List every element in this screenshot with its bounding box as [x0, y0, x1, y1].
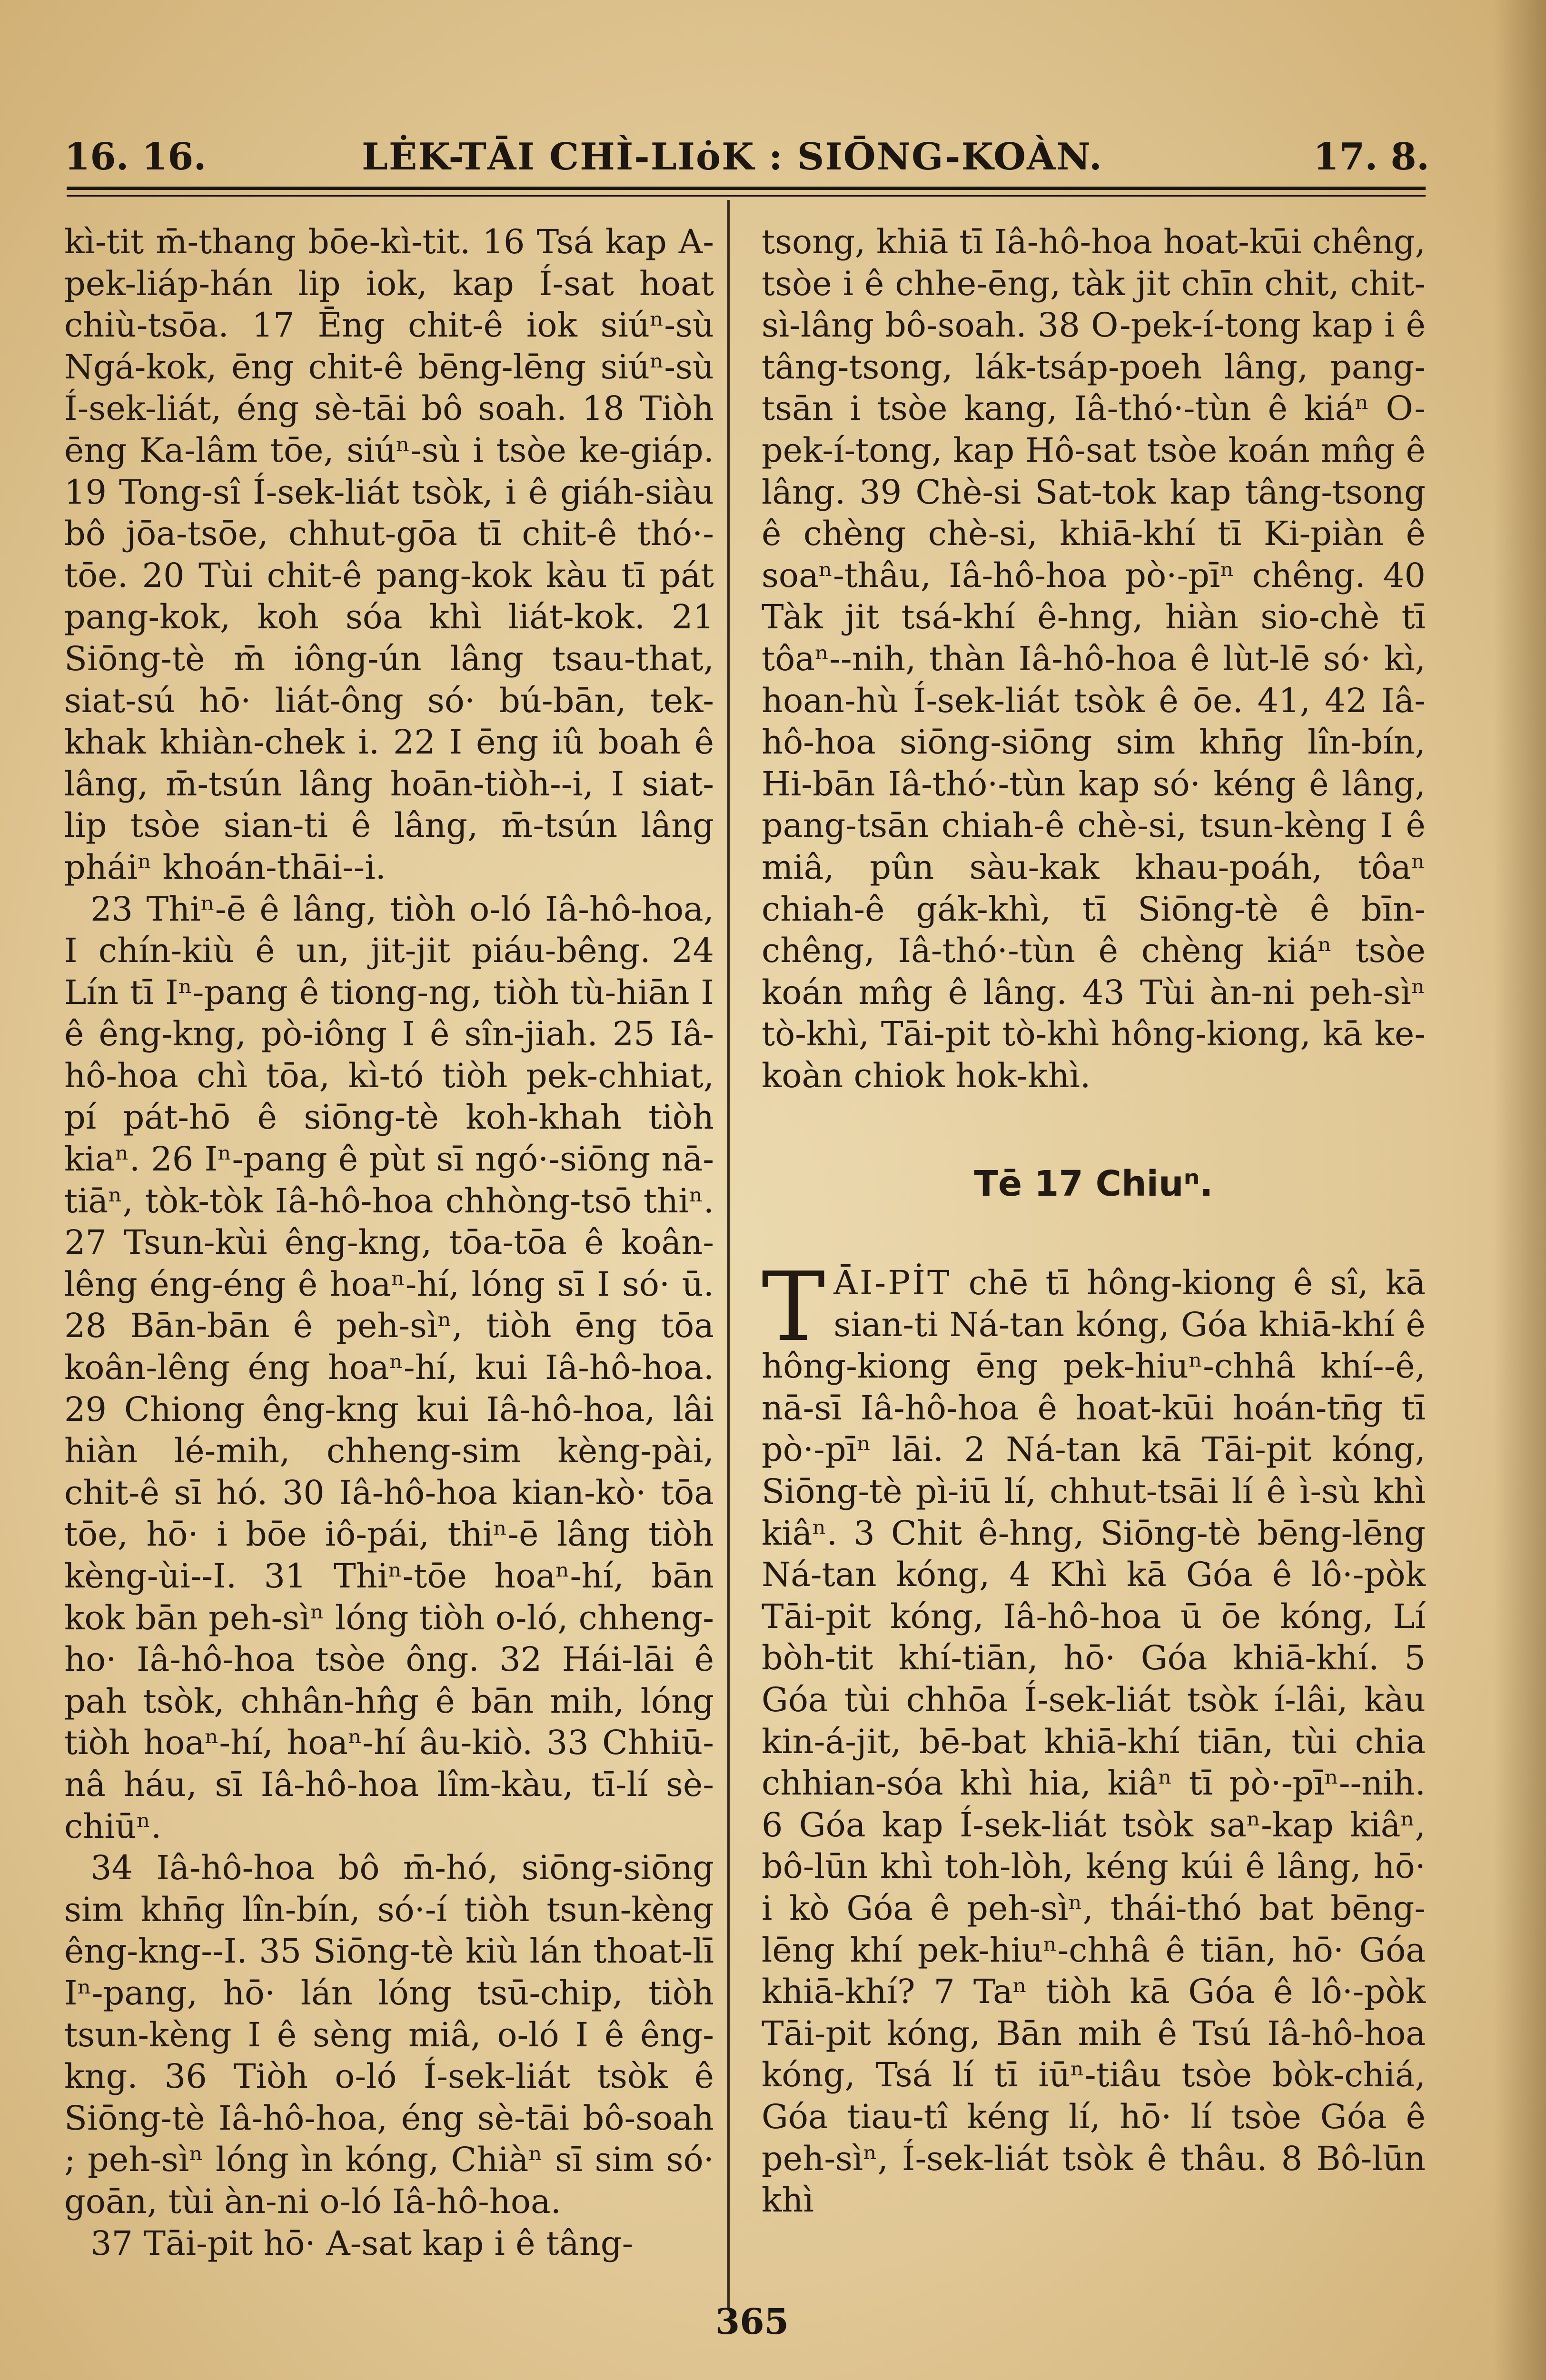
header-rule-thin [67, 195, 1426, 197]
column-divider [727, 200, 730, 2309]
left-paragraph-2: 23 Thiⁿ-ē ê lâng, tiòh o-ló Iâ-hô-hoa, I chín-kiù ê un, jit-jit piáu-bêng. 24 Lín tī Iⁿ-pang ê tiong-ng, tiòh tù-hiān I ê êng-kng, pò-iông I ê sîn-jiah. 25 Iâ-hô-hoa chì tōa, kì-tó tiòh pek-chhiat, pí pát-hō ê siōng-tè koh-khah tiòh kiaⁿ. 26 Iⁿ-pang ê pùt sī ngó·-siōng nā-tiāⁿ, tòk-tòk Iâ-hô-hoa chhòng-tsō thiⁿ. 27 Tsun-kùi êng-kng, tōa-tōa ê koân-lêng éng-éng ê hoaⁿ-hí, lóng sī I só· ū. 28 Bān-bān ê peh-sìⁿ, tiòh ēng tōa koân-lêng éng hoaⁿ-hí, kui Iâ-hô-hoa. 29 Chiong êng-kng kui Iâ-hô-hoa, lâi hiàn lé-mih, chheng-sim kèng-pài, chit-ê sī hó. 30 Iâ-hô-hoa kian-kò· tōa tōe, hō· i bōe iô-pái, thiⁿ-ē lâng tiòh kèng-ùi--I. 31 Thiⁿ-tōe hoaⁿ-hí, bān kok bān peh-sìⁿ lóng tiòh o-ló, chheng-ho· Iâ-hô-hoa tsòe ông. 32 Hái-lāi ê pah tsòk, chhân-hn̂g ê bān mih, lóng tiòh hoaⁿ-hí, hoaⁿ-hí âu-kiò. 33 Chhiū-nâ háu, sī Iâ-hô-hoa lîm-kàu, tī-lí sè-chiūⁿ. [64, 889, 714, 1846]
right-paragraph-2 [762, 1252, 1426, 2221]
chapter-17-text: chē tī hông-kiong ê sî, kā sian-ti Ná-tan kóng, Góa khiā-khí ê hông-kiong ēng pek-hiuⁿ-chhâ khí--ê, nā-sī Iâ-hô-hoa ê hoat-kūi hoán-tn̄g tī pò·-pīⁿ lāi. 2 Ná-tan kā Tāi-pit kóng, Siōng-tè pì-iū lí, chhut-tsāi lí ê ì-sù khì kiâⁿ. 3 Chit ê-hng, Siōng-tè bēng-lēng Ná-tan kóng, 4 Khì kā Góa ê lô·-pòk Tāi-pit kóng, Iâ-hô-hoa ū ōe kóng, Lí bòh-tit khí-tiān, hō· Góa khiā-khí. 5 Góa tùi chhōa Í-sek-liát tsòk í-lâi, kàu kin-á-jit, bē-bat khiā-khí tiān, tùi chia chhian-sóa khì hia, kiâⁿ tī pò·-pīⁿ--nih. 6 Góa kap Í-sek-liát tsòk saⁿ-kap kiâⁿ, bô-lūn khì toh-lòh, kéng kúi ê lâng, hō· i kò Góa ê peh-sìⁿ, thái-thó bat bēng-lēng khí pek-hiuⁿ-chhâ ê tiān, hō· Góa khiā-khí? 7 Taⁿ tiòh kā Góa ê lô·-pòk Tāi-pit kóng, Bān mih ê Tsú Iâ-hô-hoa kóng, Tsá lí tī iūⁿ-tiâu tsòe bòk-chiá, Góa tiau-tî kéng lí, hō· lí tsòe Góa ê peh-sìⁿ, Í-sek-liát tsòk ê thâu. 8 Bô-lūn khì [762, 1263, 1426, 2220]
right-column [762, 221, 1426, 2221]
left-column [64, 221, 714, 2264]
right-paragraph-1: tsong, khiā tī Iâ-hô-hoa hoat-kūi chêng, tsòe i ê chhe-ēng, tàk jit chīn chit, chit-sì-lâng bô-soah. 38 O-pek-í-tong kap i ê tâng-tsong, lák-tsáp-poeh lâng, pang-tsān i tsòe kang, Iâ-thó·-tùn ê kiáⁿ O-pek-í-tong, kap Hô-sat tsòe koán mn̂g ê lâng. 39 Chè-si Sat-tok kap tâng-tsong ê chèng chè-si, khiā-khí tī Ki-piàn ê soaⁿ-thâu, Iâ-hô-hoa pò·-pīⁿ chêng. 40 Tàk jit tsá-khí ê-hng, hiàn sio-chè tī tôaⁿ--nih, thàn Iâ-hô-hoa ê lùt-lē só· kì, hoan-hù Í-sek-liát tsòk ê ōe. 41, 42 Iâ-hô-hoa siōng-siōng sim khn̄g lîn-bín, Hi-bān Iâ-thó·-tùn kap só· kéng ê lâng, pang-tsān chiah-ê chè-si, tsun-kèng I ê miâ, pûn sàu-kak khau-poáh, tôaⁿ chiah-ê gák-khì, tī Siōng-tè ê bīn-chêng, Iâ-thó·-tùn ê chèng kiáⁿ tsòe koán mn̂g ê lâng. 43 Tùi àn-ni peh-sìⁿ tò-khì, Tāi-pit tò-khì hông-kiong, kā ke-koàn chiok hok-khì. [762, 222, 1426, 1095]
header-right-reference: 17. 8. [1313, 135, 1429, 178]
lead-word: ĀI-PİT [833, 1263, 951, 1303]
left-paragraph-3: 34 Iâ-hô-hoa bô m̄-hó, siōng-siōng sim khn̄g lîn-bín, só·-í tiòh tsun-kèng êng-kng--I. 35 Siōng-tè kiù lán thoat-lī Iⁿ-pang, hō· lán lóng tsū-chip, tiòh tsun-kèng I ê sèng miâ, o-ló I ê êng-kng. 36 Tiòh o-ló Í-sek-liát tsòk ê Siōng-tè Iâ-hô-hoa, éng sè-tāi bô-soah ; peh-sìⁿ lóng ìn kóng, Chiàⁿ sī sim só· goān, tùi àn-ni o-ló Iâ-hô-hoa. [64, 1848, 714, 2221]
page-number: 365 [715, 2301, 789, 2342]
drop-cap: T [762, 1252, 825, 1363]
running-title: LĖK-TĀI CHÌ-LIȯK : SIŌNG-KOÀN. [362, 135, 1103, 178]
chapter-heading: Tē 17 Chiuⁿ. [974, 1163, 1213, 1205]
page-binding-shadow [1494, 0, 1546, 2380]
header-rule-thick [67, 187, 1426, 190]
header-left-reference: 16. 16. [64, 135, 207, 178]
left-paragraph-4: 37 Tāi-pit hō· A-sat kap i ê tâng- [90, 2223, 634, 2263]
left-paragraph-1: kì-tit m̄-thang bōe-kì-tit. 16 Tsá kap A-pek-liáp-hán lip iok, kap Í-sat hoat chiù-tsōa. 17 Ēng chit-ê iok siúⁿ-sù Ngá-kok, ēng chit-ê bēng-lēng siúⁿ-sù Í-sek-liát, éng sè-tāi bô soah. 18 Tiòh ēng Ka-lâm tōe, siúⁿ-sù i tsòe ke-giáp. 19 Tong-sî Í-sek-liát tsòk, i ê giáh-siàu bô jōa-tsōe, chhut-gōa tī chit-ê thó·-tōe. 20 Tùi chit-ê pang-kok kàu tī pát pang-kok, koh sóa khì liát-kok. 21 Siōng-tè m̄ iông-ún lâng tsau-that, siat-sú hō· liát-ông só· bú-bān, tek-khak khiàn-chek i. 22 I ēng iû boah ê lâng, m̄-tsún lâng hoān-tiòh--i, I siat-lip tsòe sian-ti ê lâng, m̄-tsún lâng pháiⁿ khoán-thāi--i. [64, 222, 714, 887]
